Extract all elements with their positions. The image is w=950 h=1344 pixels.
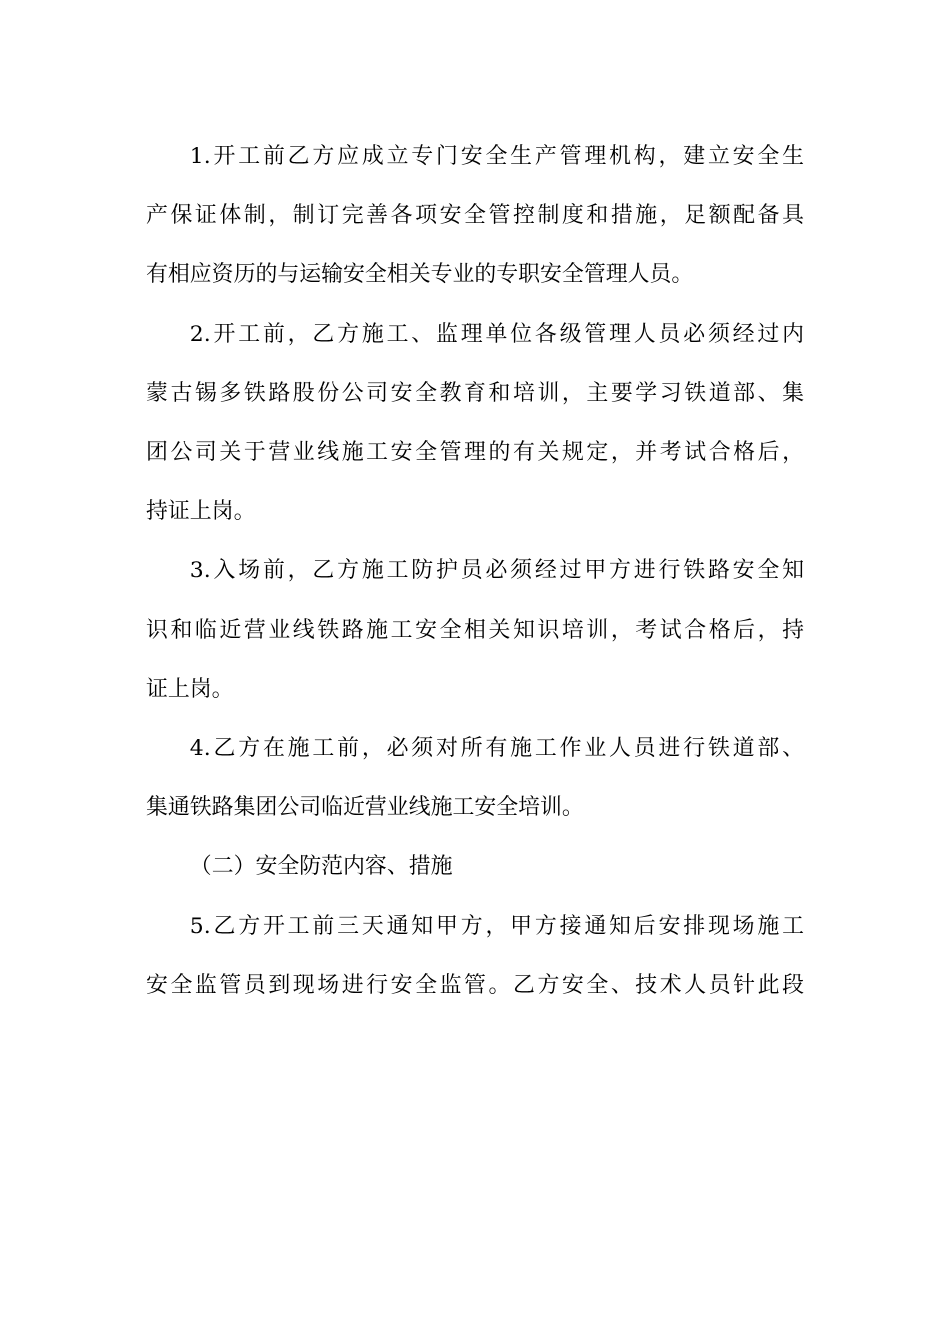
paragraph-line: 集通铁路集团公司临近营业线施工安全培训。 bbox=[146, 795, 584, 821]
paragraph-line: 产保证体制，制订完善各项安全管控制度和措施，足额配备具 bbox=[146, 203, 804, 229]
paragraph-line: 持证上岗。 bbox=[146, 499, 256, 525]
paragraph-line: 4.乙方在施工前，必须对所有施工作业人员进行铁道部、 bbox=[189, 736, 804, 762]
paragraph-1 bbox=[146, 127, 804, 305]
section-heading bbox=[146, 837, 804, 896]
paragraph-line: 安全监管员到现场进行安全监管。乙方安全、技术人员针此段 bbox=[146, 972, 804, 998]
paragraph-2 bbox=[146, 305, 804, 542]
paragraph-line: 蒙古锡多铁路股份公司安全教育和培训，主要学习铁道部、集 bbox=[146, 380, 804, 406]
paragraph-3 bbox=[146, 541, 804, 719]
paragraph-line: 识和临近营业线铁路施工安全相关知识培训，考试合格后，持 bbox=[146, 617, 804, 643]
paragraph-5 bbox=[146, 897, 804, 1015]
paragraph-line: 5.乙方开工前三天通知甲方，甲方接通知后安排现场施工 bbox=[189, 913, 804, 939]
paragraph-line: 1.开工前乙方应成立专门安全生产管理机构，建立安全生 bbox=[189, 144, 804, 169]
paragraph-line: 3.入场前，乙方施工防护员必须经过甲方进行铁路安全知 bbox=[189, 558, 804, 584]
paragraph-4 bbox=[146, 719, 804, 837]
section-heading-text: （二）安全防范内容、措施 bbox=[189, 854, 453, 880]
paragraph-line: 证上岗。 bbox=[146, 676, 234, 702]
document-body bbox=[146, 127, 804, 1015]
paragraph-line: 2.开工前，乙方施工、监理单位各级管理人员必须经过内 bbox=[189, 321, 804, 347]
paragraph-line: 有相应资历的与运输安全相关专业的专职安全管理人员。 bbox=[146, 262, 694, 288]
paragraph-line: 团公司关于营业线施工安全管理的有关规定，并考试合格后， bbox=[146, 440, 804, 466]
